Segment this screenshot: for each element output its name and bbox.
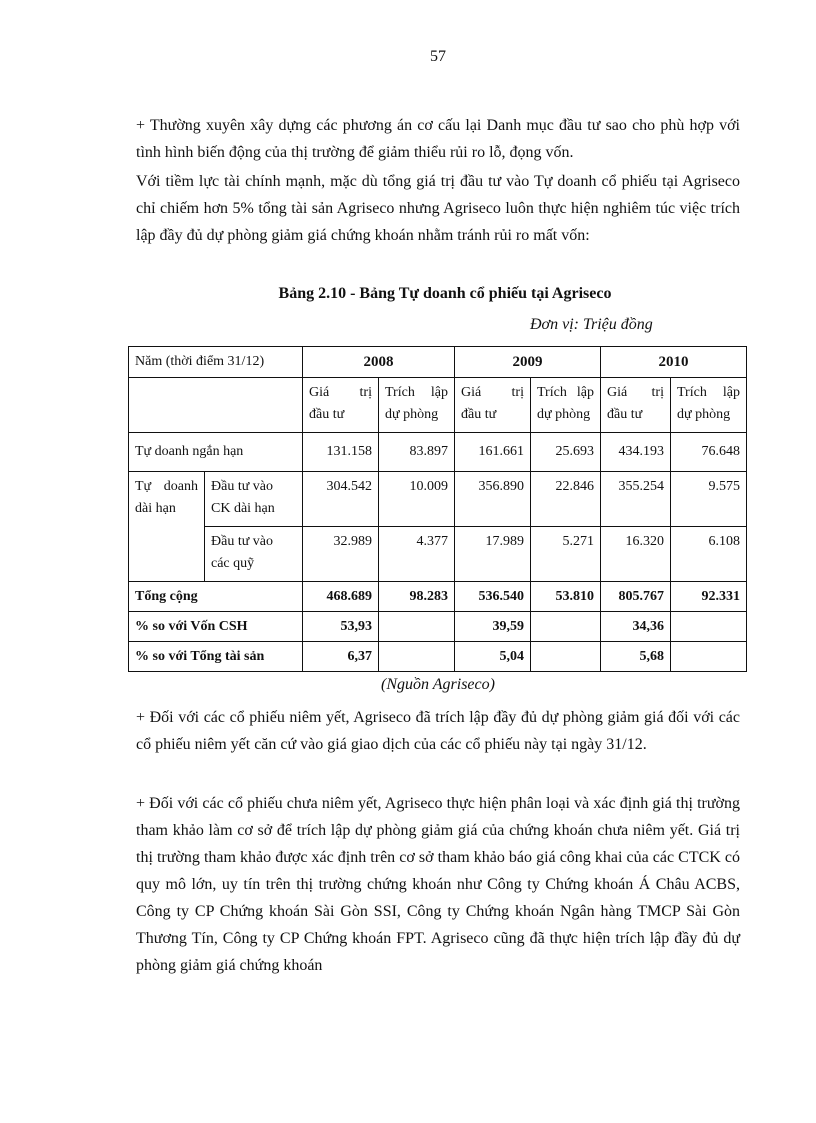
cell-value: 536.540 — [455, 582, 531, 612]
row-label: Đầu tư vào CK dài hạn — [205, 472, 303, 527]
cell-value: 304.542 — [303, 472, 379, 527]
paragraph-restructure: + Thường xuyên xây dựng các phương án cơ cấu lại Danh mục đầu tư sao cho phù hợp với tình hình biến động của thị trường để giảm thiểu rủi ro lỗ, đọng vốn. — [136, 117, 740, 161]
row-label: % so với Tổng tài sản — [129, 642, 303, 672]
paragraph-unlisted-stocks: + Đối với các cổ phiếu chưa niêm yết, Agriseco thực hiện phân loại và xác định giá thị trường tham khảo làm cơ sở để trích lập dự phòng giảm giá của chứng khoán chưa niêm yết. Giá trị thị trường tham khảo được xác định trên cơ sở tham khảo báo giá công khai của các CTCK có quy mô lớn, uy tín trên thị trường chứng khoán như Công ty Chứng khoán Á Châu ACBS, Công ty CP Chứng khoán Sài Gòn SSI, Công ty Chứng khoán Ngân hàng TMCP Sài Gòn Thương Tín, Công ty CP Chứng khoán FPT. Agriseco cũng đã thực hiện trích lập đầy đủ dự phòng giảm giá chứng khoán — [136, 795, 740, 974]
table-header-row — [129, 347, 747, 378]
proprietary-trading-table — [128, 346, 747, 672]
cell-value: 17.989 — [455, 527, 531, 582]
paragraph-financial-strength: Với tiềm lực tài chính mạnh, mặc dù tổng giá trị đầu tư vào Tự doanh cổ phiếu tại Agriseco chỉ chiếm hơn 5% tổng tài sản Agriseco nhưng Agriseco luôn thực hiện nghiêm túc việc trích lập đầy đủ dự phòng giảm giá chứng khoán nhằm tránh rủi ro mất vốn: — [136, 173, 740, 244]
table-row — [129, 472, 747, 527]
cell-value: 131.158 — [303, 433, 379, 472]
row-group-label: Tự doanh dài hạn — [129, 472, 205, 582]
cell-empty — [379, 612, 455, 642]
header-label: Năm (thời điểm 31/12) — [129, 347, 303, 378]
cell-value: 39,59 — [455, 612, 531, 642]
row-label: Tổng cộng — [129, 582, 303, 612]
cell-value: 468.689 — [303, 582, 379, 612]
cell-value: 356.890 — [455, 472, 531, 527]
table-title: Bảng 2.10 - Bảng Tự doanh cổ phiếu tại Agriseco — [278, 285, 612, 302]
cell-value: 6,37 — [303, 642, 379, 672]
cell-empty — [671, 642, 747, 672]
subheader-investment: Giá trị đầu tư — [303, 378, 379, 433]
subheader-provision: Trích lập dự phòng — [379, 378, 455, 433]
row-label: Đầu tư vào các quỹ — [205, 527, 303, 582]
cell-value: 34,36 — [601, 612, 671, 642]
cell-value: 22.846 — [531, 472, 601, 527]
cell-value: 161.661 — [455, 433, 531, 472]
cell-value: 32.989 — [303, 527, 379, 582]
cell-empty — [531, 612, 601, 642]
table-row-assets-ratio — [129, 642, 747, 672]
year-2010: 2010 — [601, 347, 747, 378]
table-row-equity-ratio — [129, 612, 747, 642]
cell-value: 355.254 — [601, 472, 671, 527]
cell-value: 5,68 — [601, 642, 671, 672]
row-label: Tự doanh ngắn hạn — [129, 433, 303, 472]
cell-value: 76.648 — [671, 433, 747, 472]
table-subheader-row — [129, 378, 747, 433]
cell-value: 434.193 — [601, 433, 671, 472]
table-row-total — [129, 582, 747, 612]
cell-value: 10.009 — [379, 472, 455, 527]
page-number: 57 — [430, 48, 446, 65]
cell-value: 9.575 — [671, 472, 747, 527]
cell-value: 4.377 — [379, 527, 455, 582]
cell-value: 98.283 — [379, 582, 455, 612]
subheader-investment: Giá trị đầu tư — [455, 378, 531, 433]
cell-value: 53.810 — [531, 582, 601, 612]
table-row — [129, 433, 747, 472]
cell-value: 53,93 — [303, 612, 379, 642]
cell-value: 5.271 — [531, 527, 601, 582]
row-label: % so với Vốn CSH — [129, 612, 303, 642]
cell-value: 5,04 — [455, 642, 531, 672]
cell-value: 25.693 — [531, 433, 601, 472]
cell-empty — [531, 642, 601, 672]
subheader-investment: Giá trị đầu tư — [601, 378, 671, 433]
cell-value: 92.331 — [671, 582, 747, 612]
cell-value: 83.897 — [379, 433, 455, 472]
subheader-provision: Trích lập dự phòng — [531, 378, 601, 433]
cell-value: 16.320 — [601, 527, 671, 582]
subheader-provision: Trích lập dự phòng — [671, 378, 747, 433]
cell-empty — [379, 642, 455, 672]
subheader-empty — [129, 378, 303, 433]
table-source: (Nguồn Agriseco) — [381, 676, 495, 693]
table-row — [129, 527, 747, 582]
year-2009: 2009 — [455, 347, 601, 378]
table-unit: Đơn vị: Triệu đồng — [530, 316, 653, 333]
cell-empty — [671, 612, 747, 642]
cell-value: 805.767 — [601, 582, 671, 612]
cell-value: 6.108 — [671, 527, 747, 582]
paragraph-listed-stocks: + Đối với các cổ phiếu niêm yết, Agriseco đã trích lập đầy đủ dự phòng giảm giá đối với các cổ phiếu niêm yết căn cứ vào giá giao dịch của các cổ phiếu này tại ngày 31/12. — [136, 709, 740, 753]
year-2008: 2008 — [303, 347, 455, 378]
